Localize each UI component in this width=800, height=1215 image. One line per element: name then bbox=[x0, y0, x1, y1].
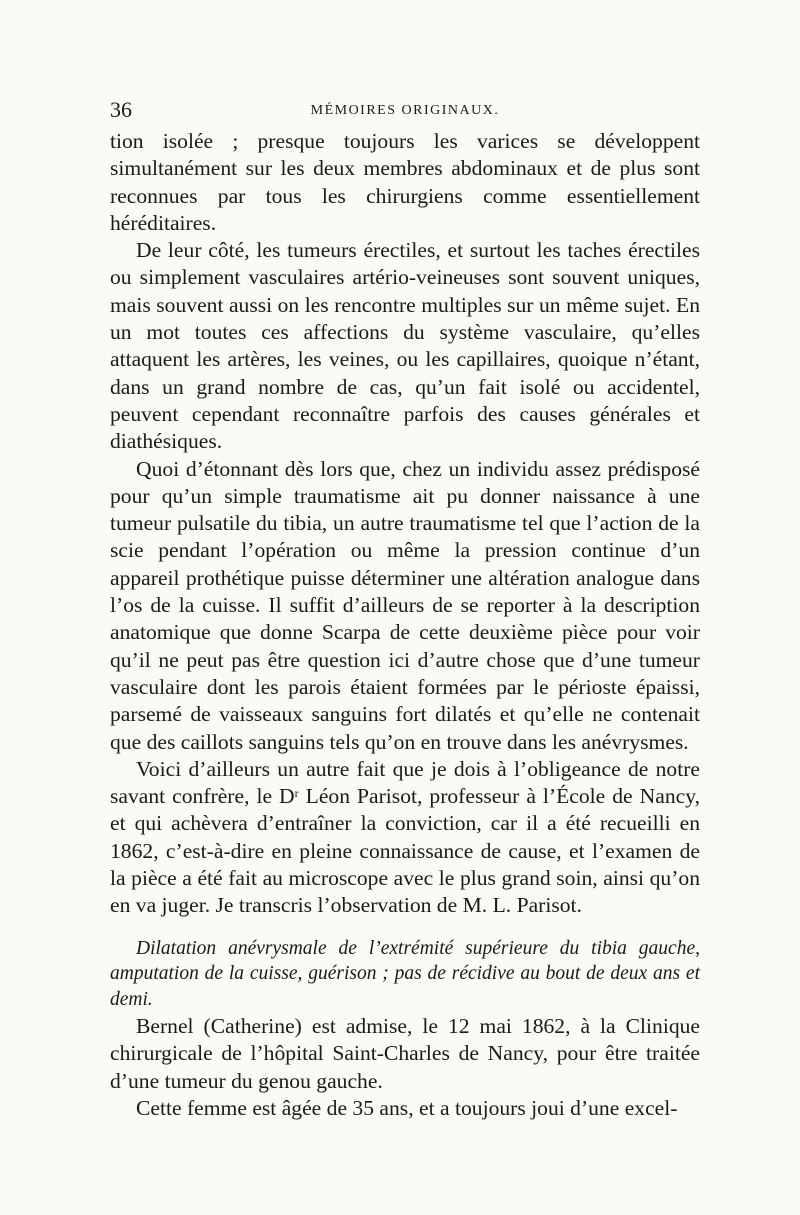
paragraph-traumatism: Quoi d’étonnant dès lors que, chez un individu assez prédisposé pour qu’un simple traumatisme ait pu donner naissance à une tumeur pulsatile du tibia, un autre traumatisme tel que l’action de la scie pendant l’opération ou même la pression continue d’un appareil prothétique puisse déterminer une altération analogue dans l’os de la cuisse. Il suffit d’ailleurs de se reporter à la description anatomique que donne Scarpa de cette deuxième pièce pour voir qu’il ne peut pas être question ici d’autre chose que d’une tumeur vasculaire dont les parois étaient formées par le périoste épaissi, parsemé de vaisseaux sanguins fort dilatés et qu’elle ne contenait que des caillots sanguins tels qu’on en trouve dans les anévrysmes. bbox=[110, 456, 700, 754]
page-header bbox=[110, 98, 700, 122]
doctor-abbrev-superscript: r bbox=[294, 786, 299, 801]
observation-title: Dilatation anévrysmale de l’extrémité supérieure du tibia gauche, amputation de la cuisse, guérison ; pas de récidive au bout de deux ans et demi. bbox=[110, 937, 700, 1010]
paragraph-patient-age: Cette femme est âgée de 35 ans, et a toujours joui d’une excel- bbox=[136, 1096, 678, 1120]
page-number: 36 bbox=[110, 97, 132, 122]
paragraph-parisot-text-end: Léon Parisot, professeur à l’École de Nancy, et qui achèvera d’entraîner la conviction, car il a été recueilli en 1862, c’est-à-dire en pleine connaissance de cause, et l’examen de la pièce a été fait au microscope avec le plus grand soin, ainsi qu’on en va juger. Je transcris l’observation de M. L. Parisot. bbox=[110, 784, 700, 918]
paragraph-parisot-text-start: Voici d’ailleurs un autre fait que je dois à l’obligeance de notre savant confrère, le D bbox=[110, 756, 700, 809]
paragraph-continued: tion isolée ; presque toujours les varices se développent simultanément sur les deux membres abdominaux et de plus sont reconnues par tous les chirurgiens comme essentiellement héréditaires. bbox=[110, 129, 700, 235]
book-page bbox=[110, 98, 700, 1122]
running-title: MÉMOIRES ORIGINAUX. bbox=[310, 103, 500, 118]
paragraph-parisot-case bbox=[110, 756, 700, 920]
paragraph-patient-admission: Bernel (Catherine) est admise, le 12 mai 1862, à la Clinique chirurgicale de l’hôpital Saint-Charles de Nancy, pour être traitée d’une tumeur du genou gauche. bbox=[110, 1014, 700, 1093]
paragraph-erectile-tumors: De leur côté, les tumeurs érectiles, et surtout les taches érectiles ou simplement vasculaires artério-veineuses sont souvent uniques, mais souvent aussi on les rencontre multiples sur un même sujet. En un mot toutes ces affections du système vasculaire, qu’elles attaquent les artères, les veines, ou les capillaires, quoique n’étant, dans un grand nombre de cas, qu’un fait isolé ou accidentel, peuvent cependant reconnaître parfois des causes générales et diathésiques. bbox=[110, 238, 700, 454]
